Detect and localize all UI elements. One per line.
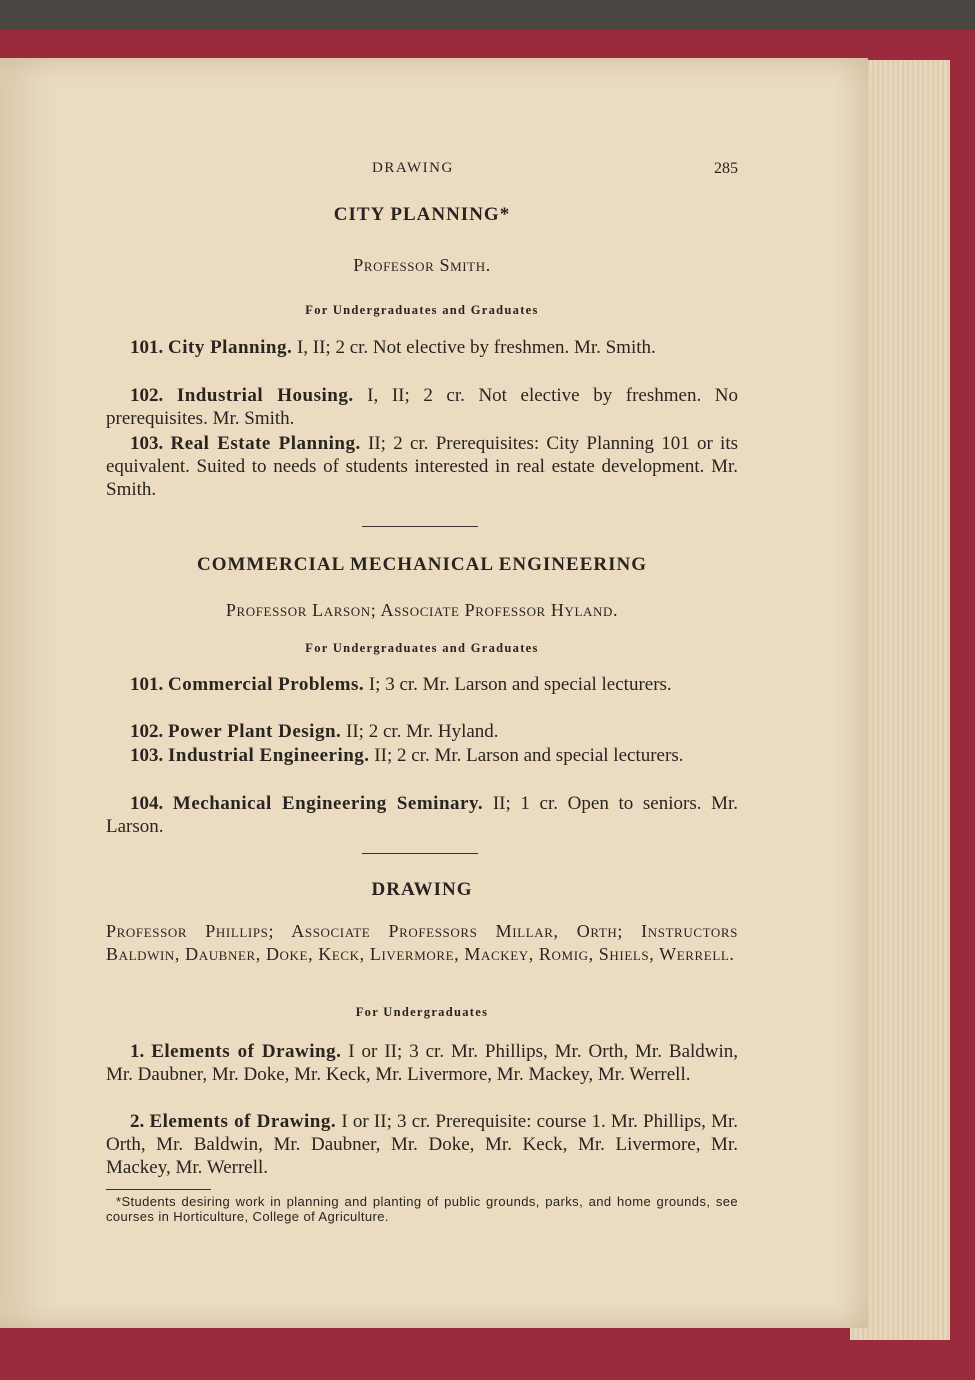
audience-city-planning: For Undergraduates and Graduates [305,303,539,317]
course-city-planning-102 [106,384,738,430]
section-divider [362,853,478,854]
course-details: I, II; 2 cr. Not elective by freshmen. Mr. Smith. [296,337,656,358]
audience-drawing: For Undergraduates [355,1005,489,1019]
course-cme-104 [106,792,738,838]
faculty-city-planning: Professor Smith. [353,255,491,275]
course-details: I or II; 3 cr. Prerequisite: course 1. Mr. Phillips, Mr. Orth, Mr. Baldwin, Mr. Daubner, Mr. Doke, Mr. Keck, Mr. Livermore, Mr. Mackey, Mr. Werrell. [106,1111,739,1178]
running-head [106,160,738,180]
section-divider [362,526,478,527]
course-number: 103. [130,745,164,766]
course-city-planning-101 [106,336,738,359]
course-number: 102. [130,721,164,742]
running-title: DRAWING [372,160,454,176]
course-details: II; 2 cr. Prerequisites: City Planning 101 or its equivalent. Suited to needs of students interested in real estate development. Mr. Smith. [106,433,739,500]
course-details: II; 2 cr. Mr. Hyland. [346,721,499,742]
footnote-rule [106,1189,211,1190]
course-title: Commercial Problems. [168,674,365,695]
audience-commercial-mechanical-engineering: For Undergraduates and Graduates [305,641,539,655]
course-cme-102 [106,720,738,743]
course-details: I, II; 2 cr. Not elective by freshmen. No prerequisites. Mr. Smith. [106,385,739,429]
faculty-drawing: Professor Phillips; Associate Professors Millar, Orth; Instructors Baldwin, Daubner, Doke, Keck, Livermore, Mackey, Romig, Shiels, Werrell. [106,921,738,964]
course-title: Mechanical Engineering Seminary. [172,793,484,814]
faculty-commercial-mechanical-engineering: Professor Larson; Associate Professor Hyland. [225,600,619,620]
course-number: 101. [130,337,164,358]
course-title: Elements of Drawing. [149,1111,337,1132]
course-title: Real Estate Planning. [170,433,361,454]
course-number: 103. [130,433,164,454]
course-title: Elements of Drawing. [151,1041,342,1062]
course-number: 101. [130,674,164,695]
course-city-planning-103 [106,432,738,501]
course-details: I; 3 cr. Mr. Larson and special lecturers. [368,674,672,695]
course-title: City Planning. [168,337,293,358]
course-number: 1. [130,1041,145,1062]
course-cme-101 [106,673,738,696]
page-number: 285 [714,160,738,177]
course-title: Industrial Engineering. [168,745,370,766]
course-cme-103 [106,744,738,767]
course-title: Industrial Housing. [176,385,354,406]
course-details: II; 2 cr. Mr. Larson and special lecturers. [374,745,684,766]
footnote: *Students desiring work in planning and planting of public grounds, parks, and home grounds, see courses in Horticulture, College of Agriculture. [106,1194,738,1224]
course-title: Power Plant Design. [168,721,342,742]
book-page [0,58,868,1328]
section-title-city-planning: CITY PLANNING* [333,204,511,225]
course-details: II; 1 cr. Open to seniors. Mr. Larson. [106,793,739,837]
course-details: I or II; 3 cr. Mr. Phillips, Mr. Orth, Mr. Baldwin, Mr. Daubner, Mr. Doke, Mr. Keck, Mr. Livermore, Mr. Mackey, Mr. Werrell. [106,1041,739,1085]
section-title-drawing: DRAWING [371,879,473,900]
course-number: 104. [130,793,164,814]
course-number: 102. [130,385,164,406]
section-title-commercial-mechanical-engineering: COMMERCIAL MECHANICAL ENGINEERING [197,554,647,575]
course-number: 2. [130,1111,145,1132]
course-drawing-2 [106,1110,738,1179]
course-drawing-1 [106,1040,738,1086]
